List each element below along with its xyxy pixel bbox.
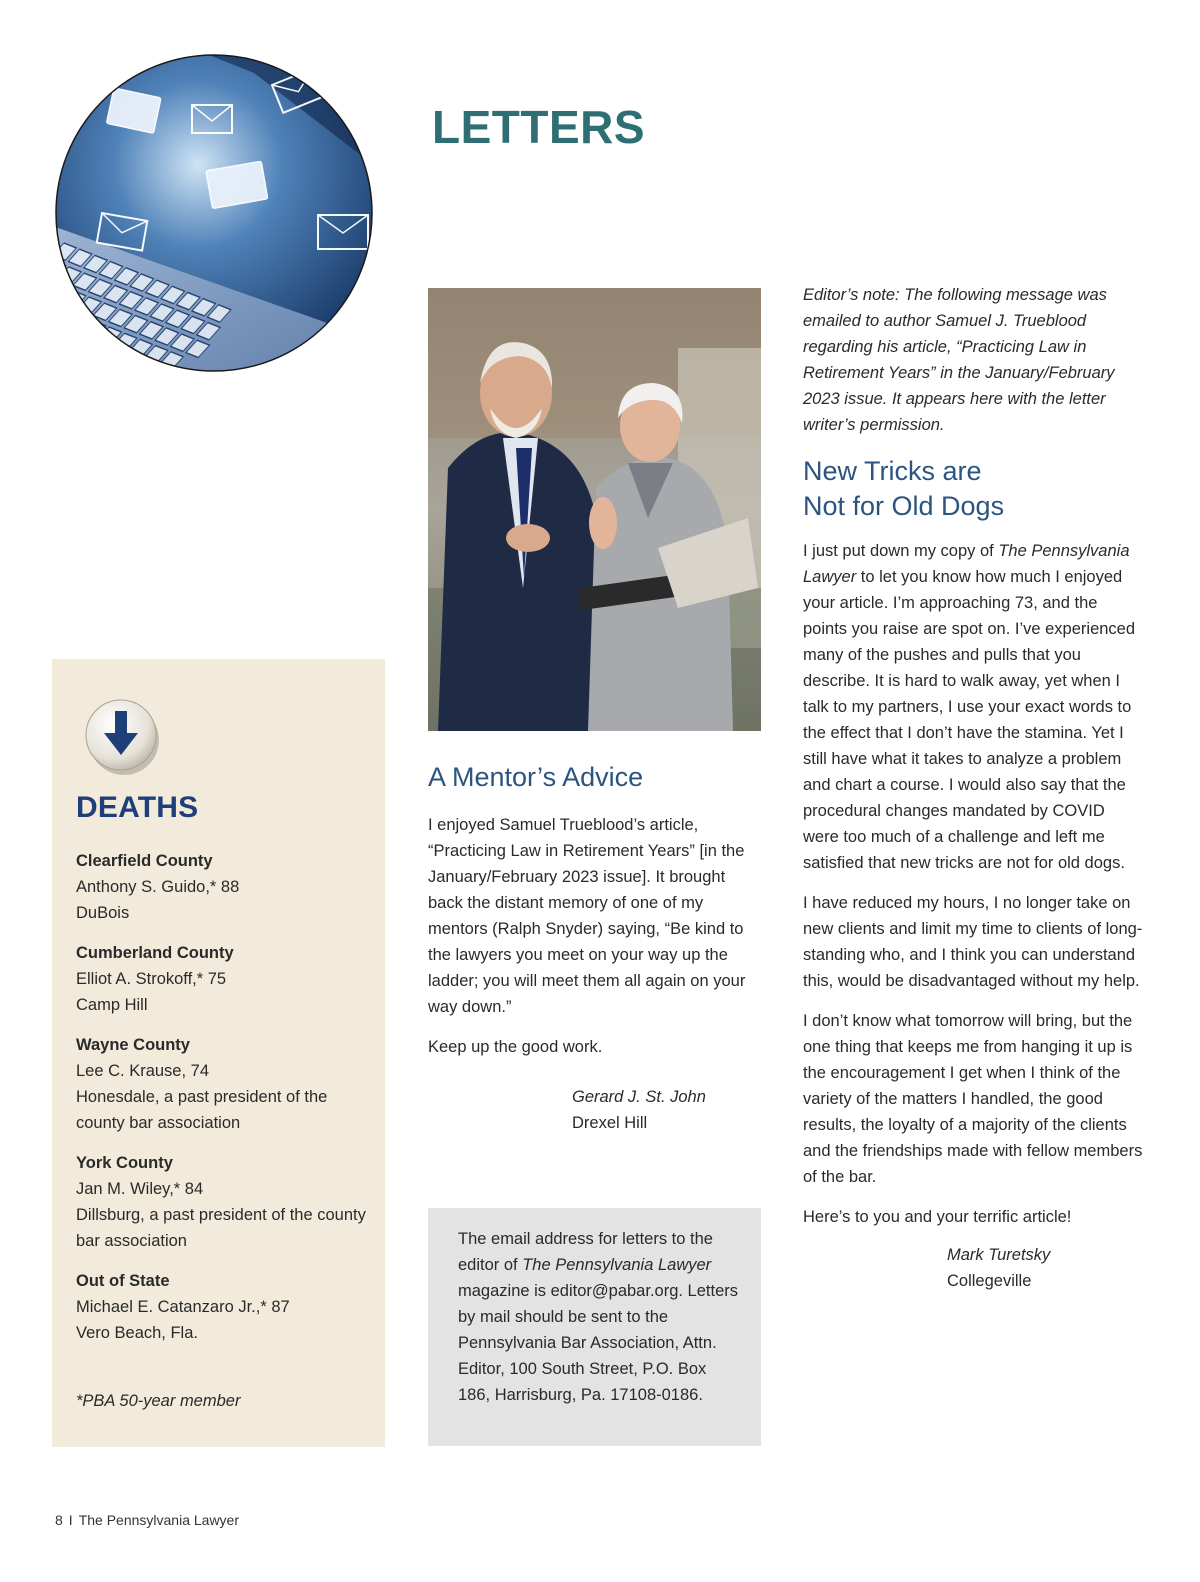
tricks-letter-heading bbox=[803, 454, 1143, 524]
deaths-title: DEATHS bbox=[76, 791, 199, 824]
death-county: Clearfield County bbox=[76, 852, 213, 870]
laptop-email-illustration bbox=[54, 53, 374, 373]
tricks-letter bbox=[803, 282, 1143, 1294]
tricks-author-name: Mark Turetsky bbox=[947, 1246, 1051, 1264]
tricks-letter-paragraph-4: Here’s to you and your terrific article! bbox=[803, 1208, 1072, 1226]
mentor-letter-heading: A Mentor’s Advice bbox=[428, 762, 644, 792]
tricks-letter-paragraph-2: I have reduced my hours, I no longer take on new clients and limit my time to clients of long-standing who, and I think you can understand this, would be disadvantaged without my help. bbox=[803, 894, 1143, 990]
death-detail: Camp Hill bbox=[76, 996, 148, 1014]
deaths-footnote: *PBA 50-year member bbox=[76, 1392, 241, 1410]
page-number: 8 bbox=[55, 1512, 63, 1528]
tricks-p1-before: I just put down my copy of bbox=[803, 542, 999, 560]
editors-note: Editor’s note: The following message was emailed to author Samuel J. Trueblood regarding his article, “Practicing Law in Retirement Years” in the January/February 2023 issue. It appears here with the letter writer’s permission. bbox=[803, 286, 1115, 434]
death-name: Lee C. Krause, 74 bbox=[76, 1062, 209, 1080]
death-detail: Dillsburg, a past president of the county bar association bbox=[76, 1206, 366, 1250]
death-detail: DuBois bbox=[76, 904, 130, 922]
tricks-author-place: Collegeville bbox=[947, 1272, 1032, 1290]
mentor-letter-closing: Keep up the good work. bbox=[428, 1038, 603, 1056]
deaths-list bbox=[76, 848, 366, 1360]
tricks-p1-after: to let you know how much I enjoyed your article. I’m approaching 73, and the points you raise are spot on. I’ve experienced many of the pushes and pulls that you describe. It is hard to walk away, yet when I talk to my partners, I use your exact words to the effect that I don’t have the stamina. Yet I still have what it takes to analyze a problem and chart a course. I would also say that the procedural changes mandated by COVID were too much of a challenge and left me satisfied that new tricks are not for old dogs. bbox=[803, 568, 1136, 872]
death-entry bbox=[76, 848, 366, 926]
footer-separator: I bbox=[68, 1512, 73, 1528]
death-name: Elliot A. Strokoff,* 75 bbox=[76, 970, 227, 988]
page-footer bbox=[55, 1512, 239, 1528]
down-arrow-icon bbox=[82, 697, 162, 777]
email-box-text-before: The email address for letters to the editor of bbox=[458, 1230, 713, 1274]
email-box-text-after: magazine is editor@pabar.org. Letters by mail should be sent to the Pennsylvania Bar Association, Attn. Editor, 100 South Street, P.O. Box 186, Harrisburg, Pa. 17108-0186. bbox=[458, 1282, 738, 1404]
mentor-letter bbox=[428, 760, 763, 1136]
death-detail: Honesdale, a past president of the county bar association bbox=[76, 1088, 328, 1132]
tricks-letter-signature bbox=[947, 1242, 1143, 1294]
death-entry bbox=[76, 940, 366, 1018]
death-entry bbox=[76, 1032, 366, 1136]
tricks-letter-paragraph-1 bbox=[803, 538, 1143, 876]
death-entry bbox=[76, 1268, 366, 1346]
death-county: Out of State bbox=[76, 1272, 170, 1290]
tricks-letter-paragraph-3: I don’t know what tomorrow will bring, but the one thing that keeps me from hanging it up is the encouragement I get when I think of the variety of the matters I handled, the good results, the loyalty of a majority of the clients and the friendships made with fellow members of the bar. bbox=[803, 1012, 1143, 1186]
page-title: LETTERS bbox=[432, 101, 646, 153]
death-name: Jan M. Wiley,* 84 bbox=[76, 1180, 204, 1198]
death-name: Anthony S. Guido,* 88 bbox=[76, 878, 240, 896]
death-county: York County bbox=[76, 1154, 173, 1172]
email-box-magazine-name: The Pennsylvania Lawyer bbox=[522, 1256, 712, 1274]
tricks-heading-line-2: Not for Old Dogs bbox=[803, 491, 1005, 521]
mentor-letter-paragraph: I enjoyed Samuel Trueblood’s article, “Practicing Law in Retirement Years” [in the January/February 2023 issue]. It brought back the distant memory of one of my mentors (Ralph Snyder) saying, “Be kind to the lawyers you meet on your way up the ladder; you will meet them all again on your way down.” bbox=[428, 816, 746, 1016]
colleagues-photo bbox=[428, 288, 761, 731]
death-entry bbox=[76, 1150, 366, 1254]
mentor-author-place: Drexel Hill bbox=[572, 1114, 648, 1132]
mentor-letter-signature bbox=[572, 1084, 763, 1136]
tricks-p1-magazine: The Pennsylvania Lawyer bbox=[803, 542, 1130, 586]
death-detail: Vero Beach, Fla. bbox=[76, 1324, 198, 1342]
letters-submission-box bbox=[428, 1208, 761, 1446]
deaths-sidebar bbox=[52, 659, 385, 1447]
death-county: Wayne County bbox=[76, 1036, 190, 1054]
death-name: Michael E. Catanzaro Jr.,* 87 bbox=[76, 1298, 290, 1316]
tricks-heading-line-1: New Tricks are bbox=[803, 456, 982, 486]
publication-name: The Pennsylvania Lawyer bbox=[78, 1512, 239, 1528]
death-county: Cumberland County bbox=[76, 944, 234, 962]
mentor-author-name: Gerard J. St. John bbox=[572, 1088, 706, 1106]
